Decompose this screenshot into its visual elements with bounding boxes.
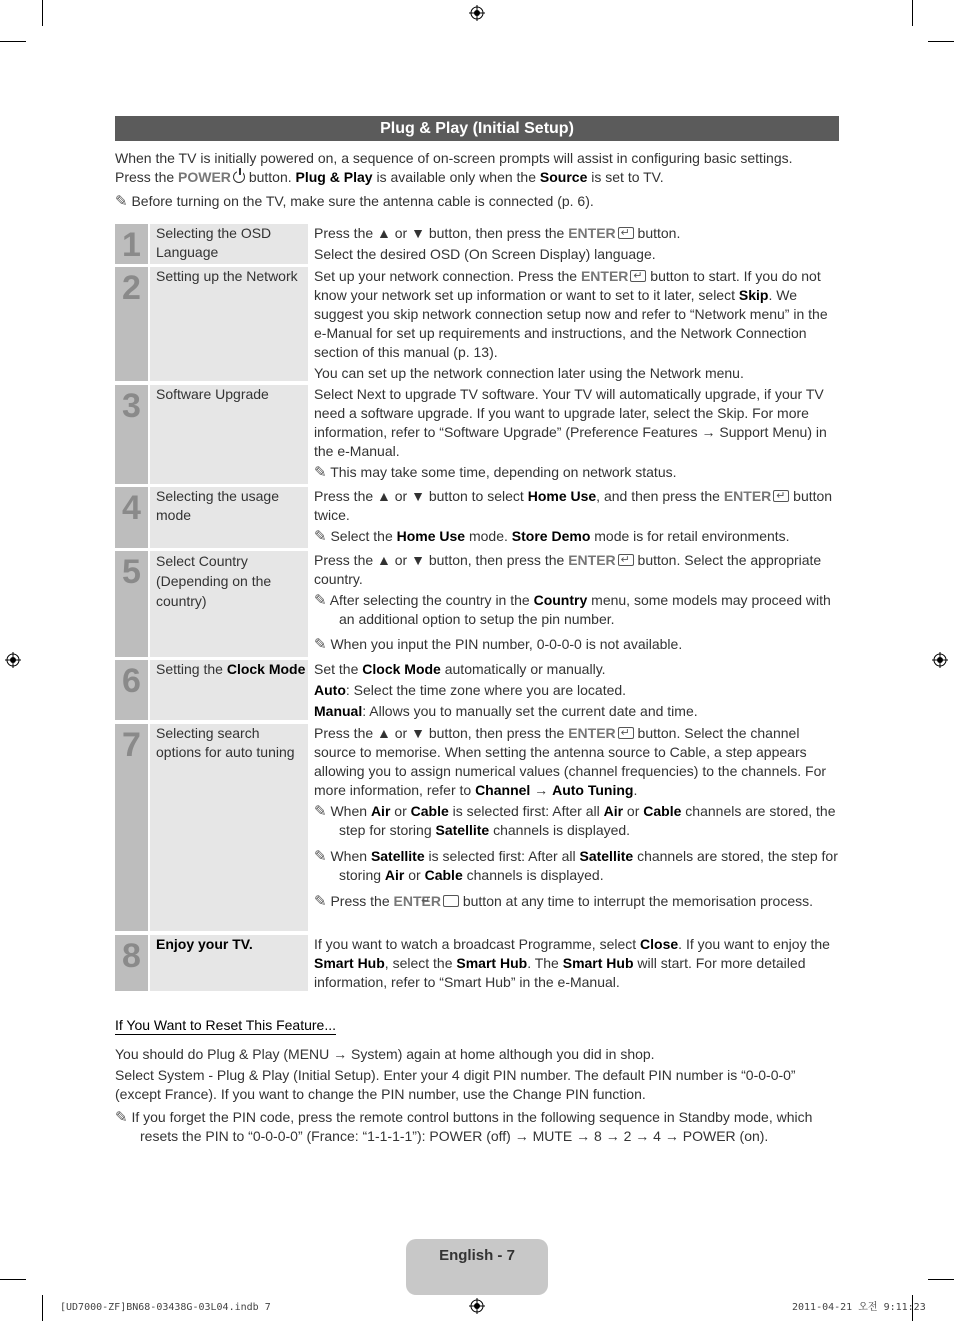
crop-mark <box>0 1279 26 1280</box>
step-number: 2 <box>115 267 148 381</box>
enter-icon <box>618 727 634 739</box>
step-description: Press the ▲ or ▼ button to select Home Use, and then press the ENTER↵ button twice. ✎ Select the Home Use mode. Store Demo mode is for retail environments. <box>314 487 839 549</box>
step-description: Press the ▲ or ▼ button, then press the ENTER↵ button. Select the channel source to memorise. When setting the antenna source to Cable, a step appears allowing you to assign numerical values (channel frequencies) to the channels. For more information, refer to Channel → Auto Tuning. ✎ When Air or Cable is selected first: After all Air or Cable channels are stored, the step for storing Satellite channels is displayed. ✎ When Satellite is selected first: After all Satellite channels are stored, the step for storing Air or Cable channels is displayed. ✎ Press the ENTER↵ button at any time to interrupt the memorisation process. <box>314 724 839 914</box>
enter-icon <box>618 227 634 239</box>
step-number: 6 <box>115 660 148 720</box>
registration-mark-icon <box>469 1298 485 1314</box>
reset-note: ✎ If you forget the PIN code, press the remote control buttons in the following sequence in Standby mode, which resets the PIN to “0-0-0-0” (France: “1-1-1-1”): POWER (off) → MUTE → 8 → 2 → 4 → POWER (on). <box>115 1109 813 1144</box>
reset-section <box>115 1016 845 1146</box>
crop-mark <box>42 0 43 26</box>
step-description: If you want to watch a broadcast Programme, select Close. If you want to enjoy the Smart Hub, select the Smart Hub. The Smart Hub will start. For more detailed information, refer to “Smart Hub” in the e-Manual. <box>314 936 830 990</box>
step-number: 4 <box>115 487 148 548</box>
registration-mark-icon <box>5 652 21 668</box>
intro-text <box>115 149 839 211</box>
registration-mark-icon <box>469 5 485 21</box>
reset-title: If You Want to Reset This Feature... <box>115 1017 337 1033</box>
crop-mark <box>42 1295 43 1321</box>
intro-line: When the TV is initially powered on, a sequence of on-screen prompts will assist in configuring basic settings. <box>115 150 793 166</box>
step-7 <box>115 724 839 931</box>
step-number: 3 <box>115 385 148 484</box>
file-slug: [UD7000-ZF]BN68-03438G-03L04.indb 7 <box>60 1302 271 1313</box>
note-pencil-icon: ✎ <box>115 193 128 210</box>
step-label: Selecting the OSD Language <box>150 224 308 264</box>
step-label: Enjoy your TV. <box>150 935 308 991</box>
step-label: Select Country (Depending on the country) <box>150 551 308 657</box>
step-6 <box>115 660 839 720</box>
note-pencil-icon: ✎ <box>115 1109 128 1126</box>
reset-paragraph: You should do Plug & Play (MENU → System) again at home although you did in shop. <box>115 1046 655 1062</box>
step-number: 1 <box>115 224 148 264</box>
step-8 <box>115 935 839 991</box>
step-2 <box>115 267 839 381</box>
step-description: Set up your network connection. Press the ENTER↵ button to start. If you do not know your network set up information or want to set to it later, select Skip. We suggest you skip network connection setup now and refer to “Network menu” in the e-Manual for set up requirements and instructions, and the Network Connection section of this manual (p. 13). You can set up the network connection later using the Network menu. <box>314 267 839 385</box>
step-number: 8 <box>115 935 148 991</box>
step-3 <box>115 385 839 484</box>
power-icon <box>233 171 245 183</box>
print-timestamp: 2011-04-21 오전 9:11:23 <box>792 1302 926 1313</box>
step-description: Press the ▲ or ▼ button, then press the ENTER↵ button. Select the desired OSD (On Screen Display) language. <box>314 224 839 266</box>
section-title: Plug & Play (Initial Setup) <box>115 116 839 141</box>
step-label: Software Upgrade <box>150 385 308 484</box>
step-label: Setting up the Network <box>150 267 308 381</box>
step-4 <box>115 487 839 548</box>
step-label: Selecting search options for auto tuning <box>150 724 308 931</box>
page-number-tab: English - 7 <box>406 1239 548 1295</box>
enter-icon <box>630 270 646 282</box>
step-1 <box>115 224 839 264</box>
enter-icon <box>773 490 789 502</box>
crop-mark <box>912 0 913 26</box>
step-description: Select Next to upgrade TV software. Your TV will automatically upgrade, if your TV need a software upgrade. If you want to upgrade later, select the Skip. For more information, refer to “Software Upgrade” (Preference Features → Support Menu) in the e-Manual. ✎ This may take some time, depending on network status. <box>314 386 827 481</box>
intro-line: Press the POWER button. Plug & Play is available only when the Source is set to TV. <box>115 169 664 185</box>
crop-mark <box>928 41 954 42</box>
enter-icon <box>443 895 459 907</box>
step-number: 5 <box>115 551 148 657</box>
registration-mark-icon <box>932 652 948 668</box>
step-label: Selecting the usage mode <box>150 487 308 548</box>
step-5 <box>115 551 839 657</box>
crop-mark <box>928 1279 954 1280</box>
step-label: Setting the Clock Mode <box>150 660 308 720</box>
step-description: Set the Clock Mode automatically or manually. Auto: Select the time zone where you are located. Manual: Allows you to manually set the current date and time. <box>314 661 698 719</box>
crop-mark <box>0 41 26 42</box>
reset-paragraph: Select System - Plug & Play (Initial Setup). Enter your 4 digit PIN number. The default PIN number is “0-0-0-0” (except France). If you want to change the PIN number, use the Change PIN function. <box>115 1067 796 1102</box>
step-description: Press the ▲ or ▼ button, then press the ENTER↵ button. Select the appropriate country. ✎ After selecting the country in the Country menu, some models may proceed with an additional option to setup the pin number. ✎ When you input the PIN number, 0-0-0-0 is not available. <box>314 551 839 657</box>
enter-icon <box>618 554 634 566</box>
step-number: 7 <box>115 724 148 931</box>
intro-note: ✎ Before turning on the TV, make sure the antenna cable is connected (p. 6). <box>115 193 594 210</box>
